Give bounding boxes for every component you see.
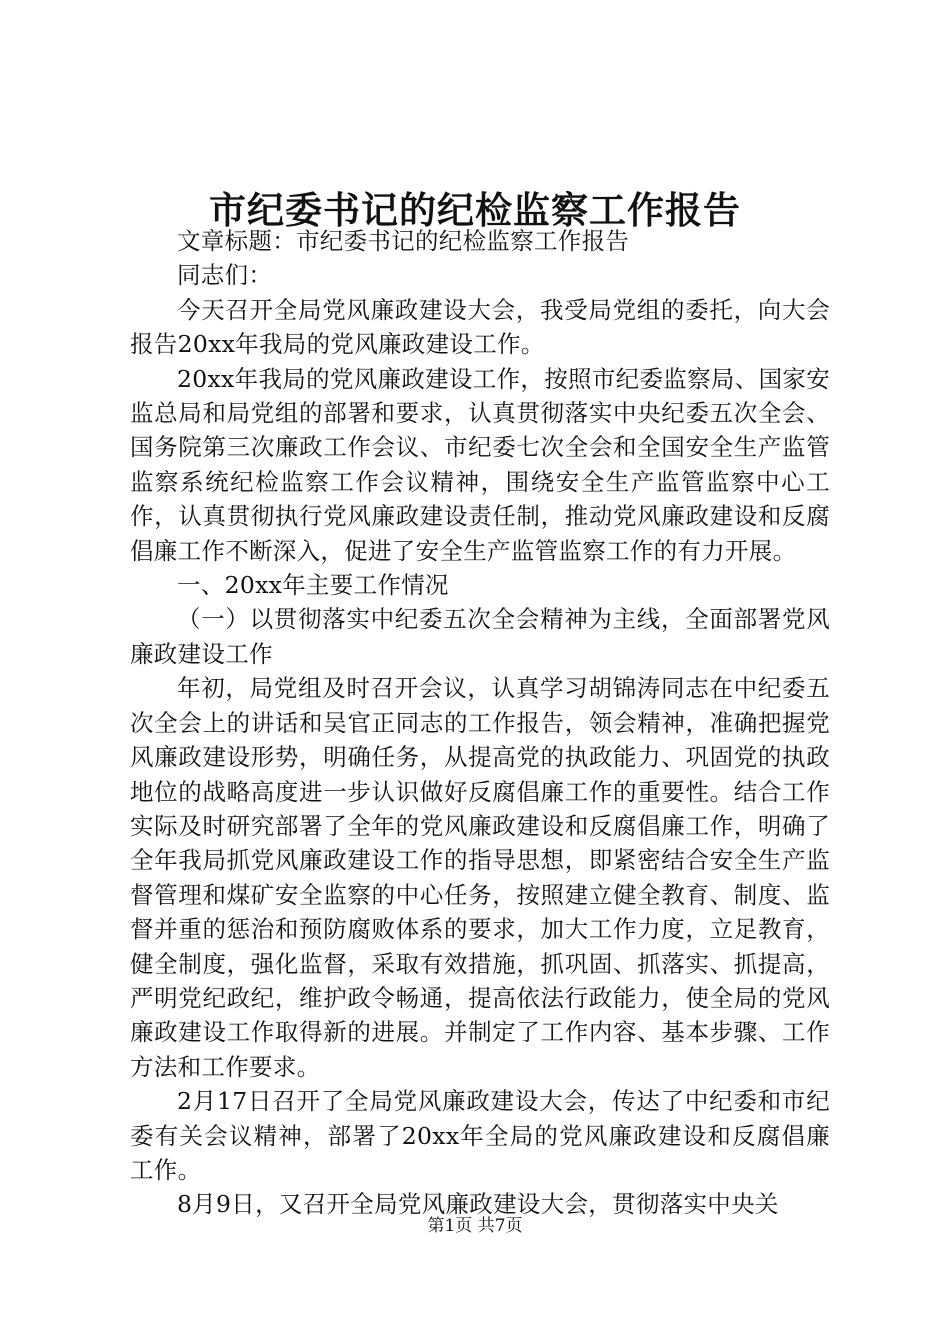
document-body <box>130 224 830 1222</box>
subsection-heading-1: （一）以贯彻落实中纪委五次全会精神为主线，全面部署党风廉政建设工作 <box>130 605 830 668</box>
document-title: 市纪委书记的纪检监察工作报告 <box>209 188 741 232</box>
paragraph-overview: 20xx年我局的党风廉政建设工作，按照市纪委监察局、国家安监总局和局党组的部署和要求，认真贯彻落实中央纪委五次全会、国务院第三次廉政工作会议、市纪委七次全会和全国安全生产监管监察系统纪检监察工作会议精神，围绕安全生产监管监察中心工作，认真贯彻执行党风廉政建设责任制，推动党风廉政建设和反腐倡廉工作不断深入，促进了安全生产监管监察工作的有力开展。 <box>130 364 830 565</box>
paragraph-salutation: 同志们： <box>177 261 273 290</box>
paragraph-aug-9: 8月9日，又召开全局党风廉政建设大会，贯彻落实中央关 <box>177 1190 779 1219</box>
paragraph-article-title: 文章标题：市纪委书记的纪检监察工作报告 <box>177 227 630 255</box>
section-heading-1: 一、20xx年主要工作情况 <box>177 571 449 600</box>
paragraph-early-year: 年初，局党组及时召开会议，认真学习胡锦涛同志在中纪委五次全会上的讲话和吴官正同志的工作报告，领会精神，准确把握党风廉政建设形势，明确任务，从提高党的执政能力、巩固党的执政地位的战略高度进一步认识做好反腐倡廉工作的重要性。结合工作实际及时研究部署了全年的党风廉政建设和反腐倡廉工作，明确了全年我局抓党风廉政建设工作的指导思想，即紧密结合安全生产监督管理和煤矿安全监察的中心任务，按照建立健全教育、制度、监督并重的惩治和预防腐败体系的要求，加大工作力度，立足教育，健全制度，强化监督，采取有效措施，抓巩固、抓落实、抓提高，严明党纪政纪，维护政令畅通，提高依法行政能力，使全局的党风廉政建设工作取得新的进展。并制定了工作内容、基本步骤、工作方法和工作要求。 <box>130 674 830 1081</box>
paragraph-feb-17: 2月17日召开了全局党风廉政建设大会，传达了中纪委和市纪委有关会议精神，部署了20xx年全局的党风廉政建设和反腐倡廉工作。 <box>130 1087 830 1184</box>
page-footer: 第1页 共7页 <box>427 1216 523 1236</box>
paragraph-intro: 今天召开全局党风廉政建设大会，我受局党组的委托，向大会报告20xx年我局的党风廉政建设工作。 <box>130 295 830 359</box>
